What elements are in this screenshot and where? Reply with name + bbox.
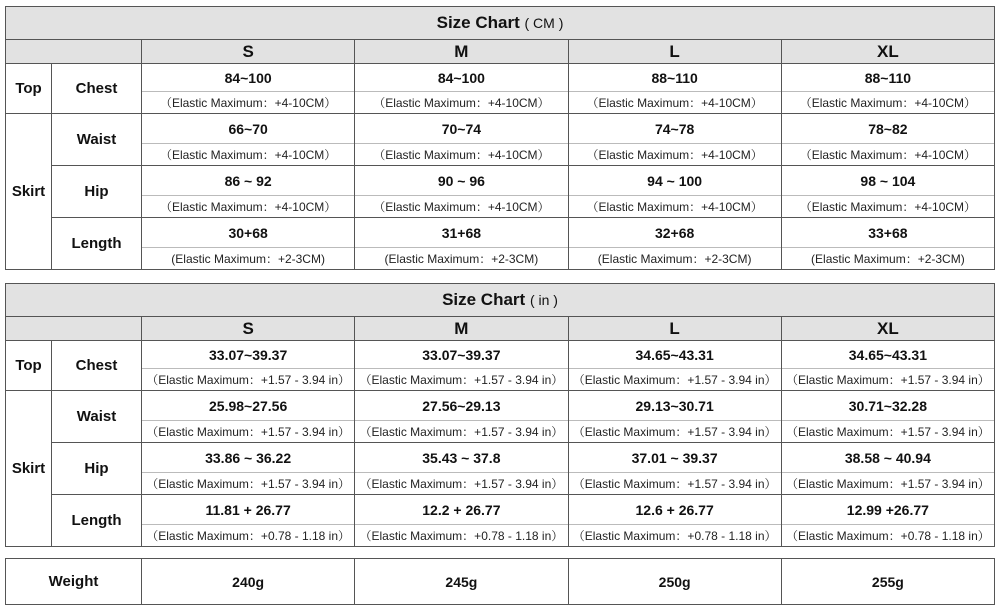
waist-xl-note: （Elastic Maximum：+4-10CM） [781,144,994,166]
hip-xl-note: （Elastic Maximum：+1.57 - 3.94 in） [781,473,994,495]
waist-xl-value: 78~82 [781,114,994,144]
length-s-note: (Elastic Maximum：+2-3CM) [142,248,355,270]
hip-m-value: 35.43 ~ 37.8 [355,443,568,473]
waist-m-value: 27.56~29.13 [355,391,568,421]
chest-l-note: （Elastic Maximum：+1.57 - 3.94 in） [568,369,781,391]
waist-m-note: （Elastic Maximum：+1.57 - 3.94 in） [355,421,568,443]
chest-l-note: （Elastic Maximum：+4-10CM） [568,92,781,114]
waist-l-note: （Elastic Maximum：+1.57 - 3.94 in） [568,421,781,443]
group-skirt-label: Skirt [6,114,52,270]
hip-m-value: 90 ~ 96 [355,166,568,196]
length-s-note: （Elastic Maximum：+0.78 - 1.18 in） [142,525,355,547]
length-l-note: (Elastic Maximum：+2-3CM) [568,248,781,270]
length-s-value: 30+68 [142,218,355,248]
measure-waist-label: Waist [52,391,142,443]
measure-hip-label: Hip [52,443,142,495]
length-xl-value: 33+68 [781,218,994,248]
chest-s-value: 33.07~39.37 [142,341,355,369]
size-header-l: L [568,40,781,64]
chest-m-note: （Elastic Maximum：+4-10CM） [355,92,568,114]
length-m-value: 31+68 [355,218,568,248]
header-blank [6,317,142,341]
chest-xl-value: 88~110 [781,64,994,92]
hip-s-value: 86 ~ 92 [142,166,355,196]
hip-l-note: （Elastic Maximum：+4-10CM） [568,196,781,218]
chart-title: Size Chart [436,13,520,32]
chest-m-note: （Elastic Maximum：+1.57 - 3.94 in） [355,369,568,391]
size-header-m: M [355,40,568,64]
hip-l-value: 94 ~ 100 [568,166,781,196]
length-l-note: （Elastic Maximum：+0.78 - 1.18 in） [568,525,781,547]
measure-chest-label: Chest [52,64,142,114]
waist-xl-value: 30.71~32.28 [781,391,994,421]
size-header-m: M [355,317,568,341]
hip-s-note: （Elastic Maximum：+4-10CM） [142,196,355,218]
waist-s-note: （Elastic Maximum：+1.57 - 3.94 in） [142,421,355,443]
table-row [6,341,995,369]
hip-s-note: （Elastic Maximum：+1.57 - 3.94 in） [142,473,355,495]
hip-s-value: 33.86 ~ 36.22 [142,443,355,473]
weight-table [5,558,995,605]
weight-m-value: 245g [355,559,568,605]
table-row [6,114,995,144]
chest-xl-value: 34.65~43.31 [781,341,994,369]
length-m-note: （Elastic Maximum：+0.78 - 1.18 in） [355,525,568,547]
length-m-value: 12.2 + 26.77 [355,495,568,525]
chest-xl-note: （Elastic Maximum：+4-10CM） [781,92,994,114]
length-l-value: 32+68 [568,218,781,248]
waist-l-note: （Elastic Maximum：+4-10CM） [568,144,781,166]
chart-unit: ( in ) [529,292,558,308]
waist-s-value: 25.98~27.56 [142,391,355,421]
measure-waist-label: Waist [52,114,142,166]
table-row [6,218,995,248]
size-header-xl: XL [781,317,994,341]
length-xl-value: 12.99 +26.77 [781,495,994,525]
waist-s-value: 66~70 [142,114,355,144]
length-s-value: 11.81 + 26.77 [142,495,355,525]
hip-xl-value: 98 ~ 104 [781,166,994,196]
size-chart-cm-title [6,7,995,40]
group-top-label: Top [6,341,52,391]
length-m-note: (Elastic Maximum：+2-3CM) [355,248,568,270]
table-row [6,166,995,196]
table-row [6,559,995,605]
measure-chest-label: Chest [52,341,142,391]
waist-s-note: （Elastic Maximum：+4-10CM） [142,144,355,166]
weight-xl-value: 255g [781,559,994,605]
length-xl-note: (Elastic Maximum：+2-3CM) [781,248,994,270]
measure-length-label: Length [52,495,142,547]
waist-l-value: 74~78 [568,114,781,144]
chest-s-note: （Elastic Maximum：+4-10CM） [142,92,355,114]
chest-xl-note: （Elastic Maximum：+1.57 - 3.94 in） [781,369,994,391]
weight-l-value: 250g [568,559,781,605]
length-xl-note: （Elastic Maximum：+0.78 - 1.18 in） [781,525,994,547]
hip-xl-note: （Elastic Maximum：+4-10CM） [781,196,994,218]
size-header-s: S [142,40,355,64]
table-row [6,495,995,525]
chart-title: Size Chart [442,290,526,309]
weight-label: Weight [6,559,142,605]
table-row [6,64,995,92]
weight-s-value: 240g [142,559,355,605]
hip-m-note: （Elastic Maximum：+1.57 - 3.94 in） [355,473,568,495]
chart-unit: ( CM ) [524,15,564,31]
hip-l-value: 37.01 ~ 39.37 [568,443,781,473]
table-row [6,391,995,421]
chest-m-value: 33.07~39.37 [355,341,568,369]
size-header-s: S [142,317,355,341]
size-chart-inch-title [6,284,995,317]
hip-l-note: （Elastic Maximum：+1.57 - 3.94 in） [568,473,781,495]
measure-hip-label: Hip [52,166,142,218]
chest-s-value: 84~100 [142,64,355,92]
chest-s-note: （Elastic Maximum：+1.57 - 3.94 in） [142,369,355,391]
hip-xl-value: 38.58 ~ 40.94 [781,443,994,473]
size-header-xl: XL [781,40,994,64]
chest-l-value: 34.65~43.31 [568,341,781,369]
chest-m-value: 84~100 [355,64,568,92]
size-header-l: L [568,317,781,341]
size-chart-inch-table [5,283,995,547]
chest-l-value: 88~110 [568,64,781,92]
header-blank [6,40,142,64]
waist-xl-note: （Elastic Maximum：+1.57 - 3.94 in） [781,421,994,443]
measure-length-label: Length [52,218,142,270]
size-chart-cm-table [5,6,995,270]
table-row [6,443,995,473]
length-l-value: 12.6 + 26.77 [568,495,781,525]
waist-l-value: 29.13~30.71 [568,391,781,421]
group-skirt-label: Skirt [6,391,52,547]
group-top-label: Top [6,64,52,114]
waist-m-note: （Elastic Maximum：+4-10CM） [355,144,568,166]
waist-m-value: 70~74 [355,114,568,144]
hip-m-note: （Elastic Maximum：+4-10CM） [355,196,568,218]
